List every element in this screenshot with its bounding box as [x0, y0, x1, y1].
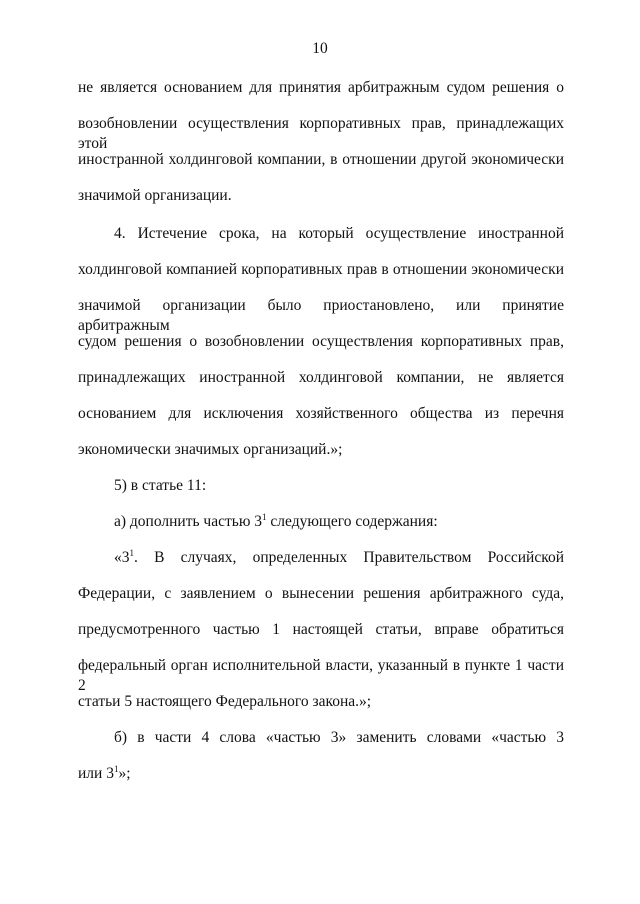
- text-line-18: статьи 5 настоящего Федерального закона.»;: [78, 693, 372, 710]
- text-line-13: [114, 512, 438, 532]
- text-line-1: не является основанием для принятия арбитражным судом решения о: [78, 79, 564, 96]
- superscript-1: 1: [129, 547, 134, 558]
- text-line-10: основанием для исключения хозяйственного общества из перечня: [78, 405, 564, 422]
- text-line-9: принадлежащих иностранной холдинговой компании, не является: [78, 369, 564, 386]
- superscript-1: 1: [113, 763, 119, 774]
- text-line-11: экономически значимых организаций.»;: [78, 441, 343, 458]
- page-number: 10: [312, 40, 328, 57]
- text-line-13-start: а) дополнить частью 3: [114, 513, 263, 530]
- text-line-14-end: . В случаях, определенных Правительством Российской: [134, 549, 564, 566]
- text-line-5: 4. Истечение срока, на который осуществление иностранной: [114, 225, 564, 242]
- text-line-14-start: «3: [114, 549, 130, 566]
- text-line-15: Федерации, с заявлением о вынесении решения арбитражного суда,: [78, 585, 564, 602]
- text-line-3: иностранной холдинговой компании, в отношении другой экономически: [78, 151, 564, 168]
- text-line-14: [114, 548, 564, 568]
- text-line-20-start: или 3: [78, 765, 114, 782]
- text-line-7: значимой организации было приостановлено, или принятие арбитражным: [78, 297, 564, 334]
- text-line-8: судом решения о возобновлении осуществления корпоративных прав,: [78, 333, 564, 350]
- text-line-2: возобновлении осуществления корпоративных прав, принадлежащих этой: [78, 115, 564, 152]
- text-line-17: федеральный орган исполнительной власти, указанный в пункте 1 части 2: [78, 657, 564, 694]
- text-line-12: 5) в статье 11:: [114, 477, 207, 494]
- text-line-13-end: следующего содержания:: [266, 513, 438, 530]
- text-line-20: [78, 764, 131, 784]
- text-line-19: б) в части 4 слова «частью 3» заменить словами «частью 3: [114, 729, 564, 746]
- text-line-16: предусмотренного частью 1 настоящей статьи, вправе обратиться: [78, 621, 564, 638]
- text-line-4: значимой организации.: [78, 187, 232, 204]
- text-line-20-end: »;: [118, 765, 131, 782]
- superscript-1: 1: [262, 511, 267, 522]
- text-line-6: холдинговой компанией корпоративных прав в отношении экономически: [78, 261, 564, 278]
